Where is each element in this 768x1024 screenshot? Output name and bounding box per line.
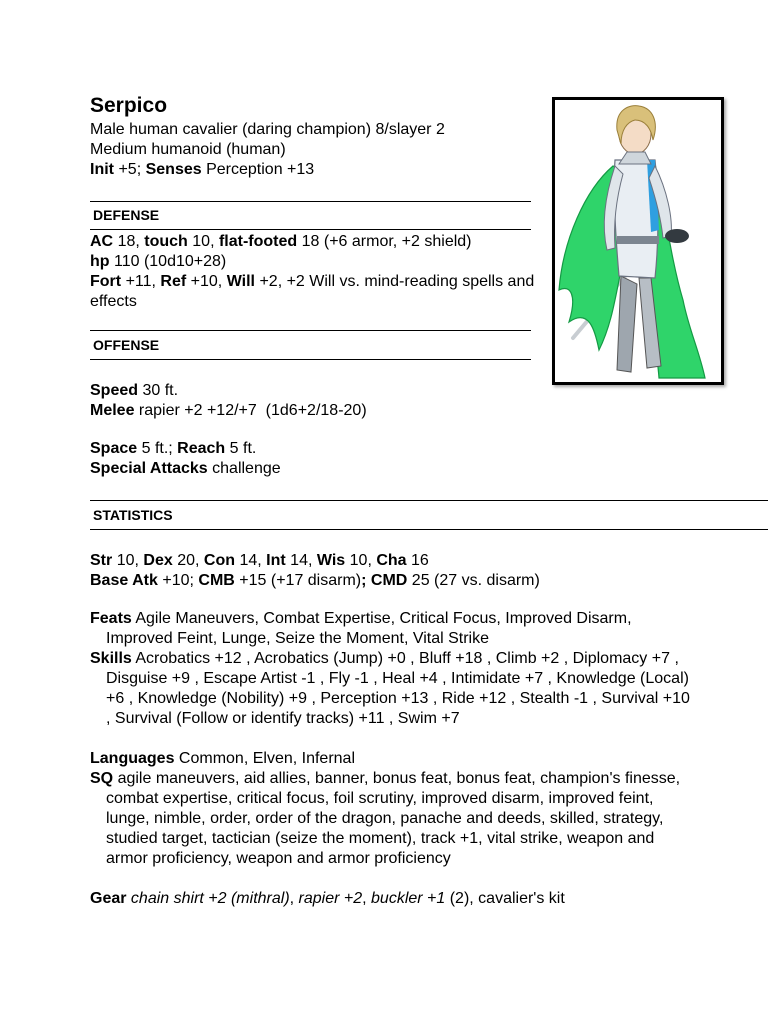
- con-label: Con: [203, 552, 236, 569]
- dex-label: Dex: [143, 552, 173, 569]
- gear-item: buckler +1: [371, 890, 446, 907]
- ability-scores-line: [90, 551, 429, 571]
- special-qualities-paragraph: [90, 769, 686, 869]
- sq-value: agile maneuvers, aid allies, banner, bonus feat, bonus feat, champion's finesse, combat expertise, critical focus, foil scrutiny, improved disarm, improved feint, lunge, nimble, order, order of the dragon, panache and deeds, skilled, strategy, studied target, tactician (seize the moment), track +1, vital strike, weapon and armor proficiency, weapon and armor proficiency: [106, 770, 681, 867]
- cha-value: 16: [411, 552, 429, 569]
- speed-value: 30 ft.: [142, 382, 179, 399]
- divider: [90, 359, 531, 360]
- sq-label: SQ: [90, 770, 114, 787]
- reach-value: 5 ft.: [229, 440, 257, 457]
- flat-footed-label: flat-footed: [218, 233, 298, 250]
- cmd-label: ; CMD: [361, 572, 408, 589]
- senses-label: Senses: [145, 161, 202, 178]
- combat-maneuver-line: [90, 571, 540, 591]
- collar: [619, 152, 651, 164]
- melee-line: [90, 401, 367, 421]
- special-attacks-label: Special Attacks: [90, 460, 208, 477]
- cmb-label: CMB: [198, 572, 235, 589]
- gear-line: [90, 889, 565, 909]
- ref-label: Ref: [160, 273, 187, 290]
- base-attack-value: +10;: [162, 572, 194, 589]
- feats-value: Agile Maneuvers, Combat Expertise, Critical Focus, Improved Disarm, Improved Feint, Lunge, Seize the Moment, Vital Strike: [106, 610, 632, 647]
- section-title-defense: DEFENSE: [93, 207, 160, 223]
- skills-value: Acrobatics +12 , Acrobatics (Jump) +0 , Bluff +18 , Climb +2 , Diplomacy +7 , Disguise +9 , Escape Artist -1 , Fly -1 , Heal +4 , Intimidate +7 , Knowledge (Local) +6 , Knowledge (Nobility) +9 , Perception +13 , Ride +12 , Stealth -1 , Survival +10 , Survival (Follow or identify tracks) +11 , Swim +7: [106, 650, 690, 727]
- section-title-statistics: STATISTICS: [93, 507, 173, 523]
- will-value: +2, +2 Will vs. mind-reading spells and effects: [90, 273, 535, 310]
- ref-value: +10,: [190, 273, 223, 290]
- will-label: Will: [226, 273, 255, 290]
- gear-separator: ,: [289, 890, 299, 907]
- divider: [90, 201, 531, 202]
- divider: [90, 529, 768, 530]
- init-value: +5;: [118, 161, 142, 178]
- cha-label: Cha: [376, 552, 407, 569]
- space-value: 5 ft.;: [141, 440, 173, 457]
- speed-line: [90, 381, 178, 401]
- leg-left: [617, 276, 637, 372]
- melee-label: Melee: [90, 402, 135, 419]
- hp-value: 110 (10d10+28): [114, 253, 227, 270]
- wis-value: 10,: [349, 552, 372, 569]
- saves-line: [90, 272, 535, 312]
- special-attacks-line: [90, 459, 281, 479]
- belt: [617, 236, 659, 244]
- speed-label: Speed: [90, 382, 139, 399]
- character-portrait: [552, 97, 724, 385]
- touch-value: 10,: [192, 233, 215, 250]
- dex-value: 20,: [177, 552, 200, 569]
- base-attack-label: Base Atk: [90, 572, 158, 589]
- touch-label: touch: [144, 233, 188, 250]
- type-line: Medium humanoid (human): [90, 141, 286, 158]
- skills-label: Skills: [90, 650, 132, 667]
- flat-footed-value: 18 (+6 armor, +2 shield): [301, 233, 472, 250]
- reach-label: Reach: [177, 440, 226, 457]
- feats-label: Feats: [90, 610, 132, 627]
- wis-label: Wis: [316, 552, 346, 569]
- cmd-value: 25 (27 vs. disarm): [411, 572, 540, 589]
- int-value: 14,: [290, 552, 313, 569]
- portrait-illustration: [555, 100, 721, 382]
- section-title-offense: OFFENSE: [93, 337, 160, 353]
- int-label: Int: [266, 552, 286, 569]
- gear-item: chain shirt +2 (mithral): [130, 890, 290, 907]
- cmb-value: +15 (+17 disarm): [239, 572, 362, 589]
- class-line: Male human cavalier (daring champion) 8/slayer 2: [90, 121, 445, 138]
- ac-value: 18,: [117, 233, 140, 250]
- ac-line: [90, 232, 472, 252]
- hp-label: hp: [90, 253, 110, 270]
- fort-label: Fort: [90, 273, 122, 290]
- gear-item: rapier +2: [298, 890, 363, 907]
- glove: [665, 229, 689, 243]
- special-attacks-value: challenge: [212, 460, 281, 477]
- skills-paragraph: [90, 649, 696, 729]
- divider: [90, 229, 531, 230]
- init-label: Init: [90, 161, 114, 178]
- gear-label: Gear: [90, 890, 127, 907]
- senses-value: Perception +13: [206, 161, 315, 178]
- ac-label: AC: [90, 233, 114, 250]
- gear-tail: (2), cavalier's kit: [445, 890, 565, 907]
- init-senses-line: [90, 160, 314, 180]
- space-label: Space: [90, 440, 138, 457]
- con-value: 14,: [239, 552, 262, 569]
- languages-value: Common, Elven, Infernal: [178, 750, 355, 767]
- gear-separator: ,: [362, 890, 372, 907]
- languages-paragraph: [90, 749, 696, 769]
- space-reach-line: [90, 439, 256, 459]
- str-label: Str: [90, 552, 113, 569]
- melee-value: rapier +2 +12/+7 (1d6+2/18-20): [138, 402, 367, 419]
- fort-value: +11,: [125, 273, 156, 290]
- feats-paragraph: [90, 609, 696, 649]
- divider: [90, 500, 768, 501]
- str-value: 10,: [116, 552, 139, 569]
- hp-line: [90, 252, 226, 272]
- divider: [90, 330, 531, 331]
- character-name: Serpico: [90, 94, 168, 117]
- languages-label: Languages: [90, 750, 175, 767]
